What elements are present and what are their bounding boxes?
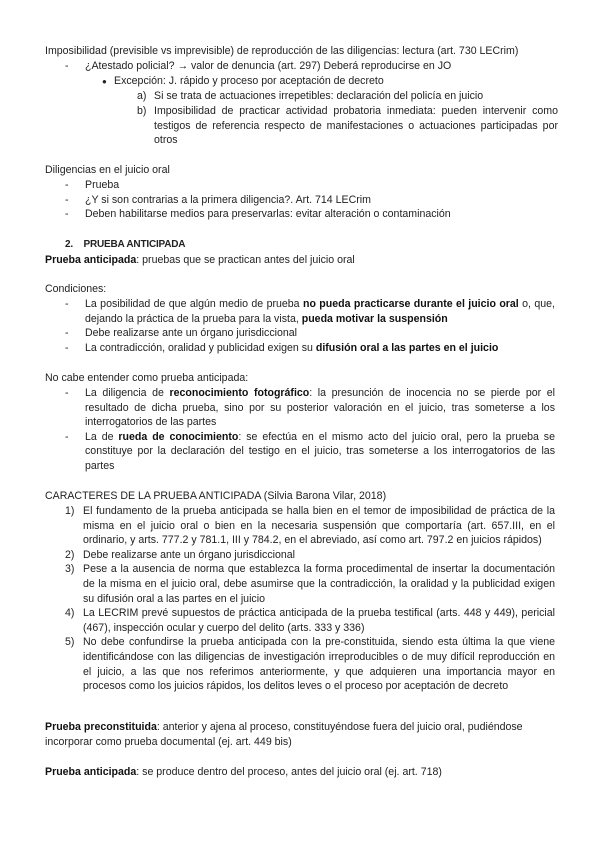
definition-term: Prueba preconstituida xyxy=(45,721,157,733)
section-title: PRUEBA ANTICIPADA xyxy=(83,239,186,250)
text-span: La de xyxy=(85,430,119,443)
list-item: - Debe realizarse ante un órgano jurisdiccional xyxy=(65,326,555,341)
text-span: La posibilidad de que algún medio de prueba xyxy=(85,298,303,310)
bold-span: pueda motivar la suspensión xyxy=(301,312,448,325)
item-text: Debe realizarse ante un órgano jurisdiccional xyxy=(83,548,295,561)
definition-term: Prueba anticipada xyxy=(45,254,137,266)
text-span: o, que, dejando la práctica de la prueba para la vista, xyxy=(85,298,555,325)
excepcion-text: Excepción: J. rápido y proceso por aceptación de decreto xyxy=(114,75,384,87)
condiciones-heading: Condiciones: xyxy=(45,283,107,295)
section-heading xyxy=(65,238,185,253)
atestado-list xyxy=(65,59,565,74)
item-number: 4) xyxy=(65,607,75,620)
list-item xyxy=(65,635,555,693)
text-span: La diligencia de xyxy=(85,387,170,399)
no-cabe-list xyxy=(65,386,555,474)
item-text: El fundamento de la prueba anticipada se halla bien en el temor de imposibilidad de práctica de la misma en el juicio oral o bien en la necesaria suspensión que comportaría (art. 657.III, en el ordinario, y arts. 777.2 y 781.1, III y 784.2, en el abreviado, así como art. 797.2 en juicios rápidos) xyxy=(83,505,555,547)
sub-item-b-text: Imposibilidad de practicar actividad probatoria inmediata: pueden intervenir como testigos de referencia respecto de manifestaciones o actuaciones participadas por otros xyxy=(154,105,558,147)
list-item: - Deben habilitarse medios para preservarlas: evitar alteración o contaminación xyxy=(65,207,565,222)
item-number: 2) xyxy=(65,548,75,561)
sub-item-a xyxy=(137,89,555,104)
list-item xyxy=(65,504,555,548)
sub-item-b xyxy=(137,104,558,148)
bold-span: reconocimiento fotográfico xyxy=(169,387,310,399)
caracteres-list xyxy=(65,504,555,694)
item-text: La LECRIM prevé supuestos de práctica anticipada de la prueba testifical (arts. 448 y 449), pericial (467), inspección ocular y cuerpo del delito (arts. 333 y 336) xyxy=(83,607,555,634)
definition-term: Prueba anticipada xyxy=(45,766,137,778)
list-item xyxy=(65,548,555,563)
bold-span: no pueda practicarse durante el juicio oral xyxy=(302,298,519,310)
text-span: La contradicción, oralidad y publicidad exigen su xyxy=(85,341,316,354)
definition-text: : anterior y ajena al proceso, constituyéndose fuera del juicio oral, pudiéndose incorporar como prueba documental (ej. art. 449 bis) xyxy=(45,721,523,748)
caracteres-heading: CARACTERES DE LA PRUEBA ANTICIPADA (Silvia Barona Vilar, 2018) xyxy=(45,490,387,502)
text-span: : se efectúa en el mismo acto del juicio oral, pero la prueba se constituye por la declaración del testigo en el juicio, tras someterse a los interrogatorios de las partes xyxy=(85,430,555,472)
sub-item-a-text: Si se trata de actuaciones irrepetibles: declaración del policía en juicio xyxy=(154,90,484,102)
item-text: No debe confundirse la prueba anticipada con la pre-constituida, siendo esta última la que viene identificándose con las diligencias de investigación irreproducibles o de muy difícil reproducción en el juicio, a las que nos referimos anteriormente, y que adquieren una importancia mayor en procesos como los juicios rápidos, los delitos leves o el proceso por aceptación de decreto xyxy=(83,636,555,693)
anticipada-definition xyxy=(45,253,565,268)
list-item: - ¿Atestado policial? → valor de denuncia (art. 297) Deberá reproducirse en JO xyxy=(65,59,565,74)
list-item xyxy=(65,386,555,430)
bullet-icon: ● xyxy=(102,77,107,86)
item-text: Pese a la ausencia de norma que establezca la forma procedimental de insertar la documentación de la misma en el juicio oral, debe asumirse que la contradicción, la oralidad y la publicidad exigen su difusión oral a las partes en el juicio xyxy=(83,563,555,605)
definition-text: : se produce dentro del proceso, antes del juicio oral (ej. art. 718) xyxy=(136,766,442,778)
item-number: 1) xyxy=(65,505,75,517)
bold-span: rueda de conocimiento xyxy=(118,430,239,443)
excepcion-bullet xyxy=(102,74,562,90)
list-item: - ¿Y si son contrarias a la primera diligencia?. Art. 714 LECrim xyxy=(65,193,565,208)
list-item xyxy=(65,430,555,474)
anticipada-final-definition xyxy=(45,765,560,780)
list-item xyxy=(65,606,555,635)
item-number: 5) xyxy=(65,636,75,649)
item-number: 3) xyxy=(65,563,75,576)
list-item: - Prueba xyxy=(65,178,565,193)
diligencias-heading: Diligencias en el juicio oral xyxy=(45,164,170,176)
definition-text: : pruebas que se practican antes del juicio oral xyxy=(136,254,355,266)
sub-item-a-label: a) xyxy=(137,90,147,102)
preconstituida-definition xyxy=(45,720,560,749)
diligencias-list xyxy=(65,178,565,222)
text-span: : la presunción de inocencia no se pierde por el resultado de dicha prueba, sino por su posterior valoración en el juicio, tras someterse a los interrogatorios de las partes xyxy=(85,387,556,429)
lectura-heading: Imposibilidad (previsible vs imprevisible) de reproducción de las diligencias: lectura (art. 730 LECrim) xyxy=(45,45,519,57)
list-item xyxy=(65,341,555,356)
condiciones-list xyxy=(65,297,555,355)
bold-span: difusión oral a las partes en el juicio xyxy=(315,341,499,354)
list-item xyxy=(65,297,555,326)
sub-item-b-label: b) xyxy=(137,105,147,117)
list-item xyxy=(65,562,555,606)
section-number: 2. xyxy=(65,239,73,250)
no-cabe-heading: No cabe entender como prueba anticipada: xyxy=(45,372,249,384)
